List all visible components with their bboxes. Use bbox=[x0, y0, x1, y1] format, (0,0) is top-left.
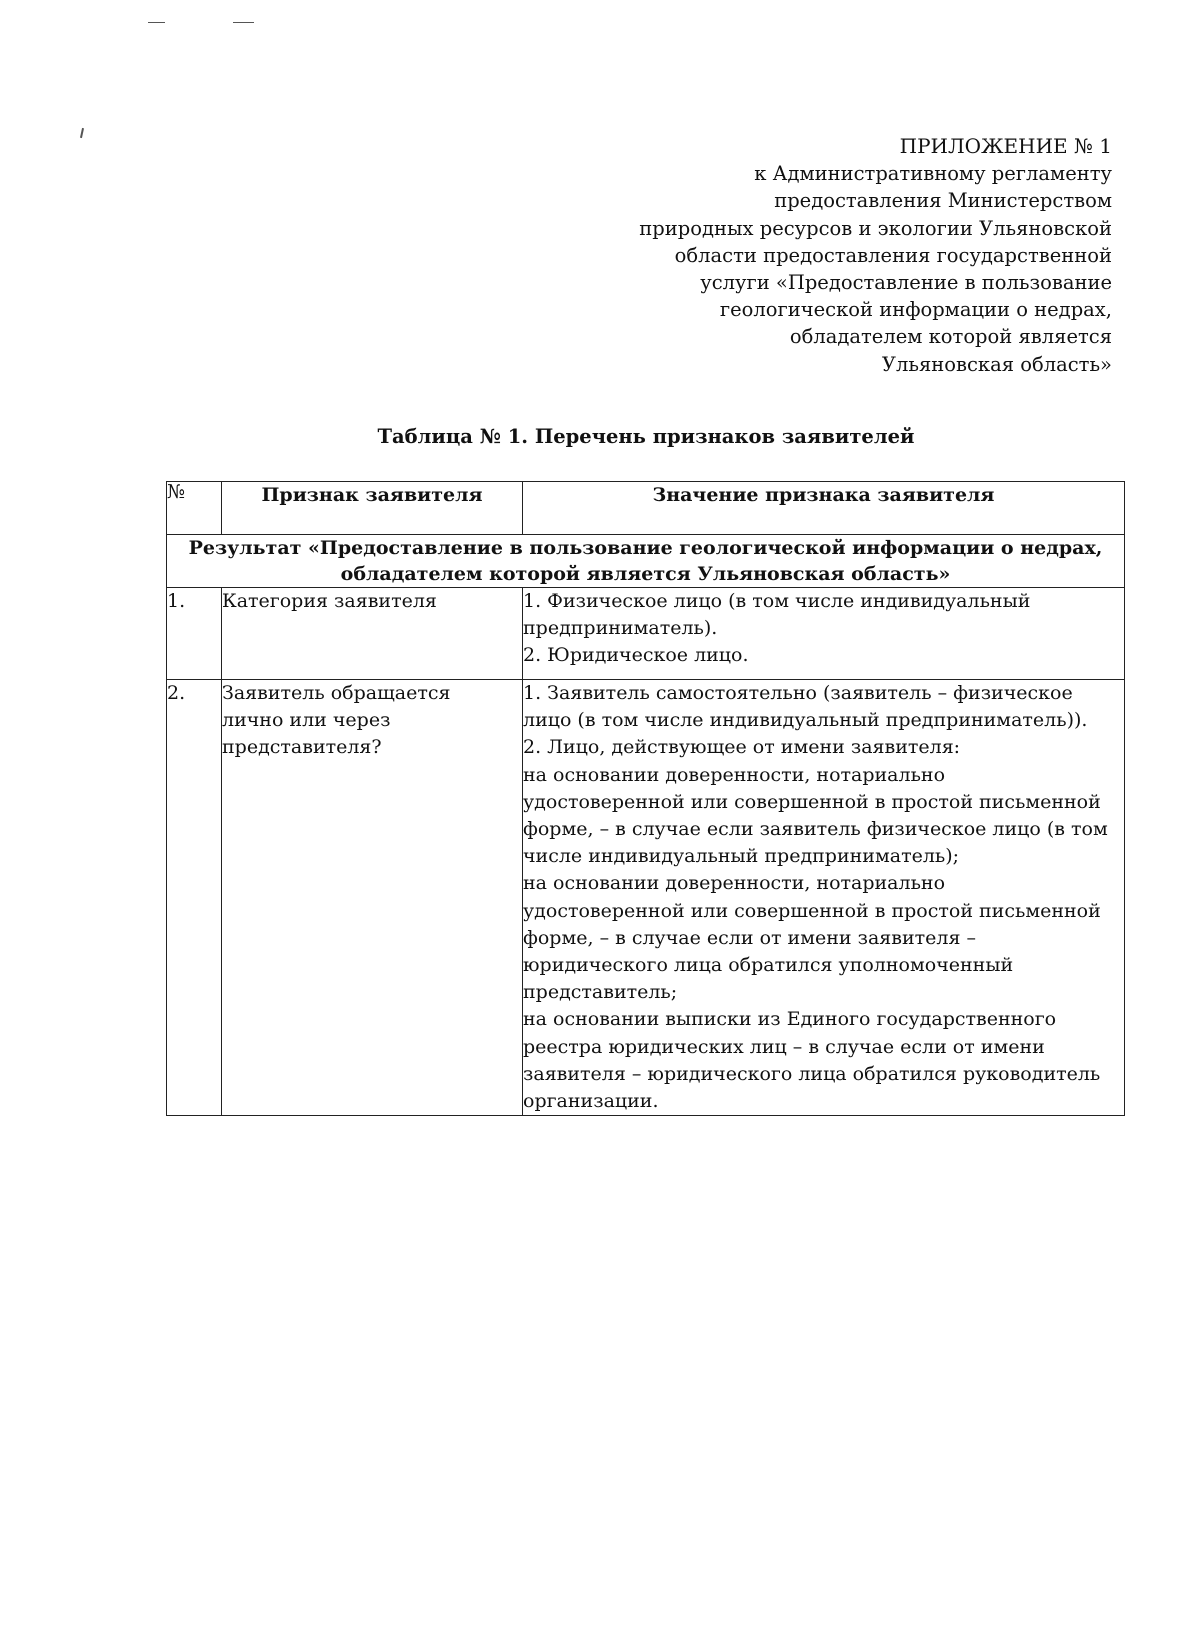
appendix-block bbox=[592, 133, 1112, 378]
result-line: обладателем которой является Ульяновская область» bbox=[340, 563, 951, 585]
appendix-line: Ульяновская область» bbox=[881, 352, 1112, 376]
value-line: удостоверенной или совершенной в простой письменной bbox=[523, 899, 1101, 922]
appendix-line: услуги «Предоставление в пользование bbox=[700, 271, 1112, 295]
header-value: Значение признака заявителя bbox=[523, 482, 1125, 535]
value-line: на основании доверенности, нотариально bbox=[523, 763, 946, 786]
value-line: организации. bbox=[523, 1090, 659, 1113]
table-row bbox=[167, 680, 1125, 1116]
scan-mark-right bbox=[233, 22, 254, 23]
table-row bbox=[167, 588, 1125, 680]
table-result-row bbox=[167, 535, 1125, 588]
row-feature bbox=[222, 680, 523, 1116]
value-line: числе индивидуальный предприниматель); bbox=[523, 845, 960, 868]
appendix-line: геологической информации о недрах, bbox=[719, 298, 1112, 322]
row-feature: Категория заявителя bbox=[222, 588, 523, 680]
feature-line: Заявитель обращается bbox=[222, 682, 451, 704]
value-line: 2. Юридическое лицо. bbox=[523, 644, 749, 667]
value-line: форме, – в случае если заявитель физическое лицо (в том bbox=[523, 818, 1108, 841]
applicant-features-table bbox=[166, 481, 1125, 1116]
value-line: юридического лица обратился уполномоченный bbox=[523, 954, 1014, 977]
scan-tick-mark bbox=[80, 128, 84, 138]
value-line: заявителя – юридического лица обратился руководитель bbox=[523, 1062, 1101, 1085]
row-number: 1. bbox=[167, 588, 222, 680]
header-feature: Признак заявителя bbox=[222, 482, 523, 535]
value-line: лицо (в том числе индивидуальный предприниматель)). bbox=[523, 709, 1088, 732]
value-line: удостоверенной или совершенной в простой письменной bbox=[523, 790, 1101, 813]
feature-line: лично или через bbox=[222, 709, 391, 732]
appendix-line: природных ресурсов и экологии Ульяновской bbox=[639, 216, 1112, 240]
table-header-row bbox=[167, 482, 1125, 535]
row-value bbox=[523, 588, 1125, 680]
appendix-line: предоставления Министерством bbox=[774, 189, 1112, 213]
header-number: № bbox=[167, 482, 222, 535]
result-line: Результат «Предоставление в пользование геологической информации о недрах, bbox=[188, 537, 1103, 559]
value-line: 2. Лицо, действующее от имени заявителя: bbox=[523, 736, 961, 759]
appendix-line: к Административному регламенту bbox=[754, 162, 1112, 186]
value-line: форме, – в случае если от имени заявителя – bbox=[523, 926, 977, 949]
value-line: на основании выписки из Единого государственного bbox=[523, 1008, 1057, 1031]
scan-mark-left bbox=[148, 22, 165, 23]
row-number: 2. bbox=[167, 680, 222, 1116]
value-line: реестра юридических лиц – в случае если от имени bbox=[523, 1035, 1045, 1058]
value-line: 1. Физическое лицо (в том числе индивидуальный bbox=[523, 590, 1031, 612]
appendix-heading: ПРИЛОЖЕНИЕ № 1 bbox=[899, 134, 1112, 158]
value-line: на основании доверенности, нотариально bbox=[523, 872, 946, 895]
result-cell bbox=[167, 535, 1125, 588]
value-line: представитель; bbox=[523, 981, 678, 1004]
table-title: Таблица № 1. Перечень признаков заявителей bbox=[377, 425, 915, 448]
value-line: предприниматель). bbox=[523, 617, 718, 640]
feature-line: представителя? bbox=[222, 736, 382, 759]
appendix-line: области предоставления государственной bbox=[674, 243, 1112, 267]
appendix-line: обладателем которой является bbox=[789, 325, 1112, 349]
value-line: 1. Заявитель самостоятельно (заявитель – физическое bbox=[523, 682, 1073, 704]
row-value bbox=[523, 680, 1125, 1116]
